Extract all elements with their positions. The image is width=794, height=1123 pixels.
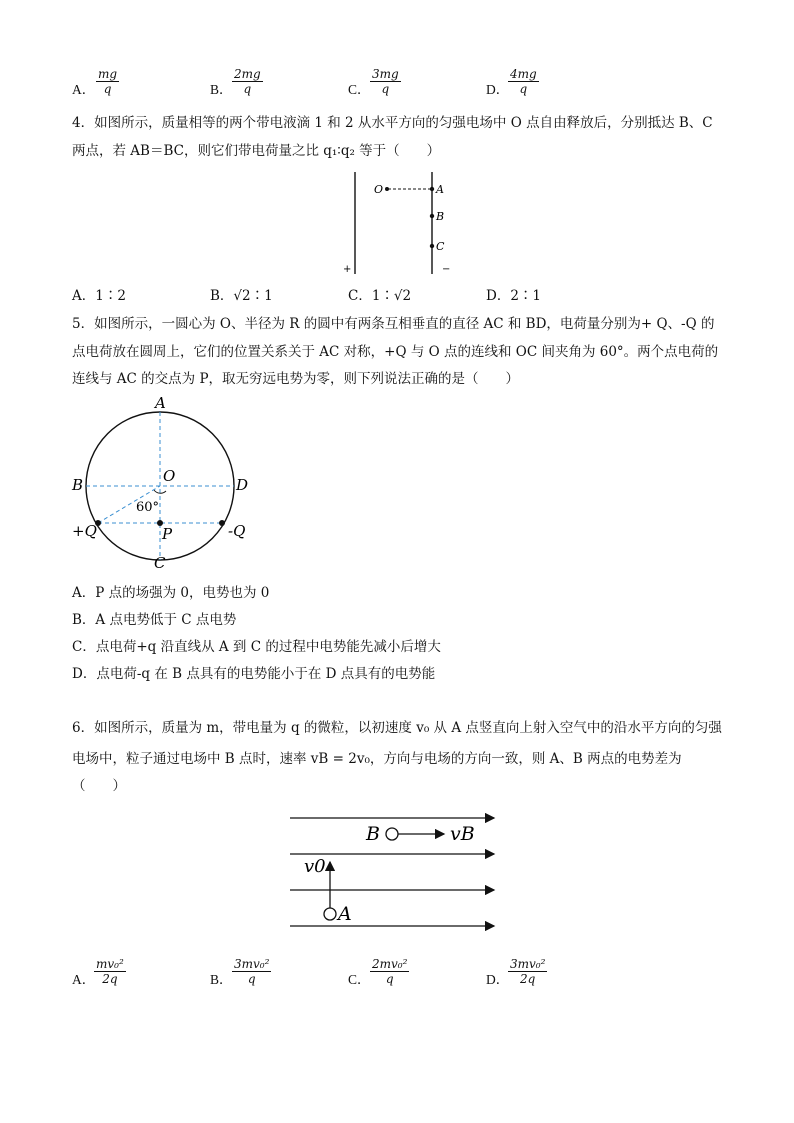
q6-option-a-fraction: $\frac{\text{mv₀²}}{2q}$ [96, 957, 124, 986]
q3-option-c-label[interactable]: C． [348, 82, 371, 97]
q5-option-c[interactable]: C．点电荷+q 沿直线从 A 到 C 的过程中电势能先减小后增大 [72, 639, 441, 655]
q4-label-o: O [374, 183, 384, 196]
q3-option-a-fraction: $\frac{mg}{q}$ [98, 67, 118, 96]
q5-label-a: A [155, 394, 166, 412]
q6-option-b-fraction: $\frac{\text{3mv₀²}}{q}$ [234, 957, 270, 986]
q6-option-c-fraction: $\frac{\text{2mv₀²}}{q}$ [372, 957, 408, 986]
q5-label-c: C [154, 554, 166, 570]
q4-label-minus: − [442, 264, 451, 275]
q6-label-v0: v0 [304, 856, 326, 877]
q5-label-angle: 60° [136, 500, 160, 515]
q5-stem-line1: 5．如图所示，一圆心为 O、半径为 R 的圆中有两条互相垂直的直径 AC 和 BD，电荷量分别为+ Q、-Q 的 [72, 316, 715, 332]
q3-option-b-fraction: $\frac{2mg}{q}$ [234, 67, 261, 96]
q5-label-plusq: +Q [72, 522, 97, 540]
q6-option-d-label[interactable]: D． [486, 972, 510, 987]
q6-label-b: B [366, 823, 380, 845]
q6-particle-a [324, 908, 336, 920]
q6-option-d-fraction: $\frac{\text{3mv₀²}}{2q}$ [510, 957, 546, 986]
q5-stem-line3: 连线与 AC 的交点为 P，取无穷远电势为零，则下列说法正确的是（ ） [72, 371, 520, 387]
q5-negative-charge [219, 520, 225, 526]
q4-point-b [430, 214, 434, 218]
q6-label-a: A [338, 903, 352, 925]
q3-option-b-label[interactable]: B． [210, 82, 233, 97]
q4-point-o [385, 187, 389, 191]
q4-label-a: A [436, 183, 444, 196]
q6-option-a-label[interactable]: A． [72, 972, 96, 987]
q4-label-b: B [436, 210, 445, 223]
q5-option-a[interactable]: A．P 点的场强为 0，电势也为 0 [72, 585, 270, 601]
q4-option-d[interactable]: D．2∶1 [486, 288, 542, 304]
q4-stem-line2: 两点，若 AB＝BC，则它们带电荷量之比 q₁∶q₂ 等于（ ） [72, 143, 441, 159]
q5-option-b[interactable]: B．A 点电势低于 C 点电势 [72, 612, 237, 628]
q6-particle-b [386, 828, 398, 840]
q5-label-b: B [72, 476, 84, 494]
q6-stem-line3: （ ） [72, 778, 126, 794]
q4-option-a[interactable]: A．1∶2 [72, 288, 126, 304]
q3-option-d-fraction: $\frac{4mg}{q}$ [510, 67, 537, 96]
q5-label-d: D [236, 476, 249, 494]
q4-point-c [430, 244, 434, 248]
q3-option-a-label[interactable]: A． [72, 82, 96, 97]
q6-stem-line1: 6．如图所示，质量为 m，带电量为 q 的微粒，以初速度 v₀ 从 A 点竖直向上射入空气中的沿水平方向的匀强 [72, 720, 722, 736]
q4-stem-line1: 4．如图所示，质量相等的两个带电液滴 1 和 2 从水平方向的匀强电场中 O 点自由释放后，分别抵达 B、C [72, 115, 713, 131]
q5-stem-line2: 点电荷放在圆周上，它们的位置关系关于 AC 对称，+Q 与 O 点的连线和 OC 间夹角为 60°。两个点电荷的 [72, 344, 719, 360]
q5-option-d[interactable]: D．点电荷-q 在 B 点具有的电势能小于在 D 点具有的电势能 [72, 666, 436, 682]
q4-label-plus: + [343, 264, 352, 275]
q4-label-c: C [436, 240, 445, 253]
q4-option-c[interactable]: C．1∶√2 [348, 288, 412, 304]
q6-figure [284, 808, 504, 938]
q6-label-vb: vB [450, 823, 475, 845]
q5-label-minusq: -Q [228, 522, 246, 540]
q4-point-a [430, 187, 434, 191]
q3-option-c-fraction: $\frac{3mg}{q}$ [372, 67, 399, 96]
q5-label-p: P [162, 525, 173, 543]
q6-stem-line2: 电场中，粒子通过电场中 B 点时，速率 vB = 2v₀，方向与电场的方向一致，则 A、B 两点的电势差为 [72, 751, 682, 767]
q6-option-c-label[interactable]: C． [348, 972, 371, 987]
q4-option-b[interactable]: B．√2∶1 [210, 288, 273, 304]
q6-option-b-label[interactable]: B． [210, 972, 233, 987]
q5-figure [66, 392, 266, 570]
q4-figure [330, 168, 460, 278]
q5-label-o: O [163, 467, 176, 485]
q3-option-d-label[interactable]: D． [486, 82, 510, 97]
